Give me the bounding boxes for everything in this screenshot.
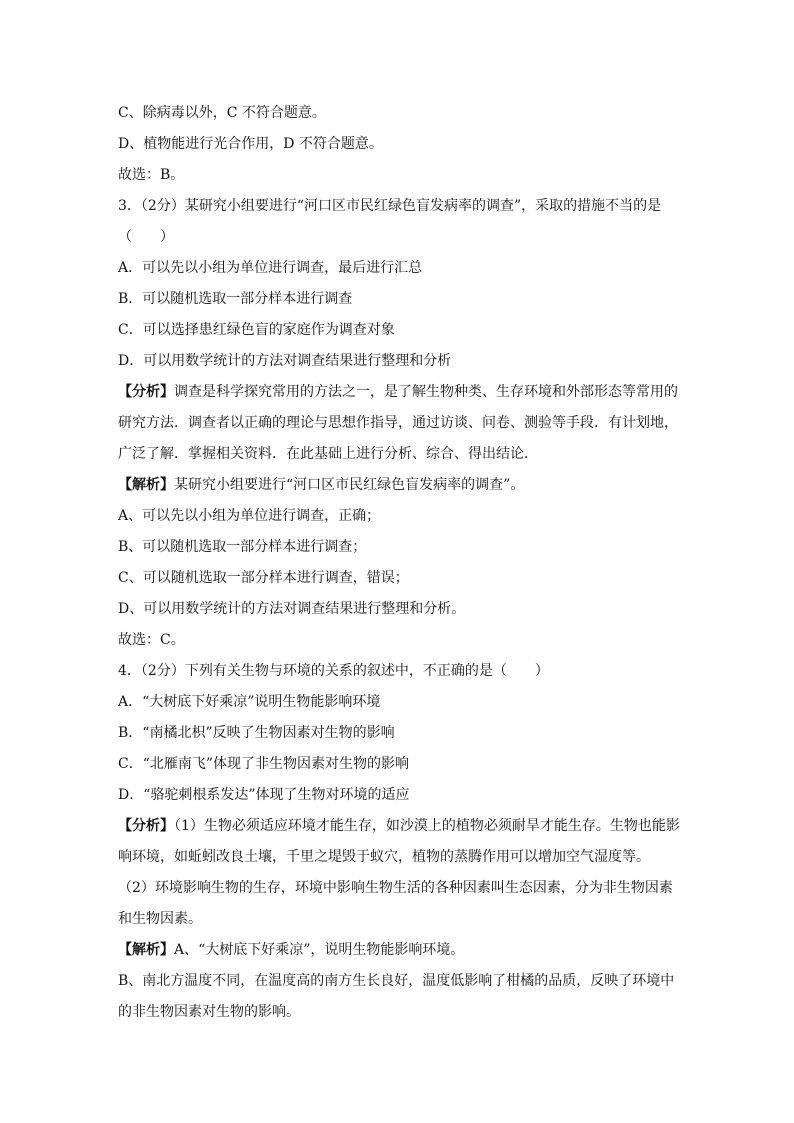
text-line: C、除病毒以外，C 不符合题意。 bbox=[118, 105, 326, 121]
analysis-tag: 【分析】 bbox=[118, 384, 174, 400]
option-d: D．可以用数学统计的方法对调查结果进行整理和分析 bbox=[118, 353, 452, 369]
text-line: A、可以先以小组为单位进行调查，正确； bbox=[118, 508, 381, 524]
option-c: C．“北雁南飞”体现了非生物因素对生物的影响 bbox=[118, 756, 410, 772]
option-a: A．可以先以小组为单位进行调查，最后进行汇总 bbox=[118, 260, 423, 276]
text-line: 故选：B。 bbox=[118, 167, 185, 183]
option-b: B．“南橘北枳”反映了生物因素对生物的影响 bbox=[118, 725, 395, 741]
analysis-tag: 【分析】 bbox=[118, 818, 174, 834]
text-line: C、可以随机选取一部分样本进行调查，错误； bbox=[118, 570, 409, 586]
option-b: B．可以随机选取一部分样本进行调查 bbox=[118, 291, 353, 307]
text-line: （2）环境影响生物的生存，环境中影响生物生活的各种因素叫生态因素，分为非生物因素 bbox=[118, 880, 673, 896]
question-4-stem: 4．（2分）下列有关生物与环境的关系的叙述中，不正确的是（ ） bbox=[118, 663, 549, 679]
option-c: C．可以选择患红绿色盲的家庭作为调查对象 bbox=[118, 322, 395, 338]
solution-tag: 【解析】 bbox=[118, 477, 174, 493]
text-line: 故选：C。 bbox=[118, 632, 185, 648]
text-line: B、可以随机选取一部分样本进行调查； bbox=[118, 539, 367, 555]
solution-heading: 【解析】某研究小组要进行“河口区市民红绿色盲发病率的调查”。 bbox=[118, 477, 525, 493]
option-a: A．“大树底下好乘凉”说明生物能影响环境 bbox=[118, 694, 381, 710]
answer-bracket: （ ） bbox=[118, 229, 174, 245]
option-d: D．“骆驼刺根系发达”体现了生物对环境的适应 bbox=[118, 787, 410, 803]
text-line: B、南北方温度不同，在温度高的南方生长良好，温度低影响了柑橘的品质，反映了环境中 bbox=[118, 973, 675, 989]
text-line: D、可以用数学统计的方法对调查结果进行整理和分析。 bbox=[118, 601, 466, 617]
analysis-heading: 【分析】（1）生物必须适应环境才能生存，如沙漠上的植物必须耐旱才能生存。生物也能影 bbox=[118, 818, 680, 834]
text-line: D、植物能进行光合作用，D 不符合题意。 bbox=[118, 136, 383, 152]
question-3-stem: 3．（2分）某研究小组要进行“河口区市民红绿色盲发病率的调查”，采取的措施不当的是 bbox=[118, 198, 662, 214]
text-line: 研究方法．调查者以正确的理论与思想作指导，通过访谈、问卷、测验等手段．有计划地， bbox=[118, 415, 678, 431]
text-line: 和生物因素。 bbox=[118, 911, 202, 927]
analysis-heading: 【分析】调查是科学探究常用的方法之一，是了解生物种类、生存环境和外部形态等常用的 bbox=[118, 384, 678, 400]
text-line: 响环境，如蚯蚓改良土壤，千里之堤毁于蚁穴，植物的蒸腾作用可以增加空气湿度等。 bbox=[118, 849, 650, 865]
text-line: 广泛了解．掌握相关资料．在此基础上进行分析、综合、得出结论． bbox=[118, 446, 538, 462]
solution-tag: 【解析】 bbox=[118, 942, 174, 958]
text-line: 的非生物因素对生物的影响。 bbox=[118, 1004, 300, 1020]
solution-heading: 【解析】A、“大树底下好乘凉”，说明生物能影响环境。 bbox=[118, 942, 465, 958]
